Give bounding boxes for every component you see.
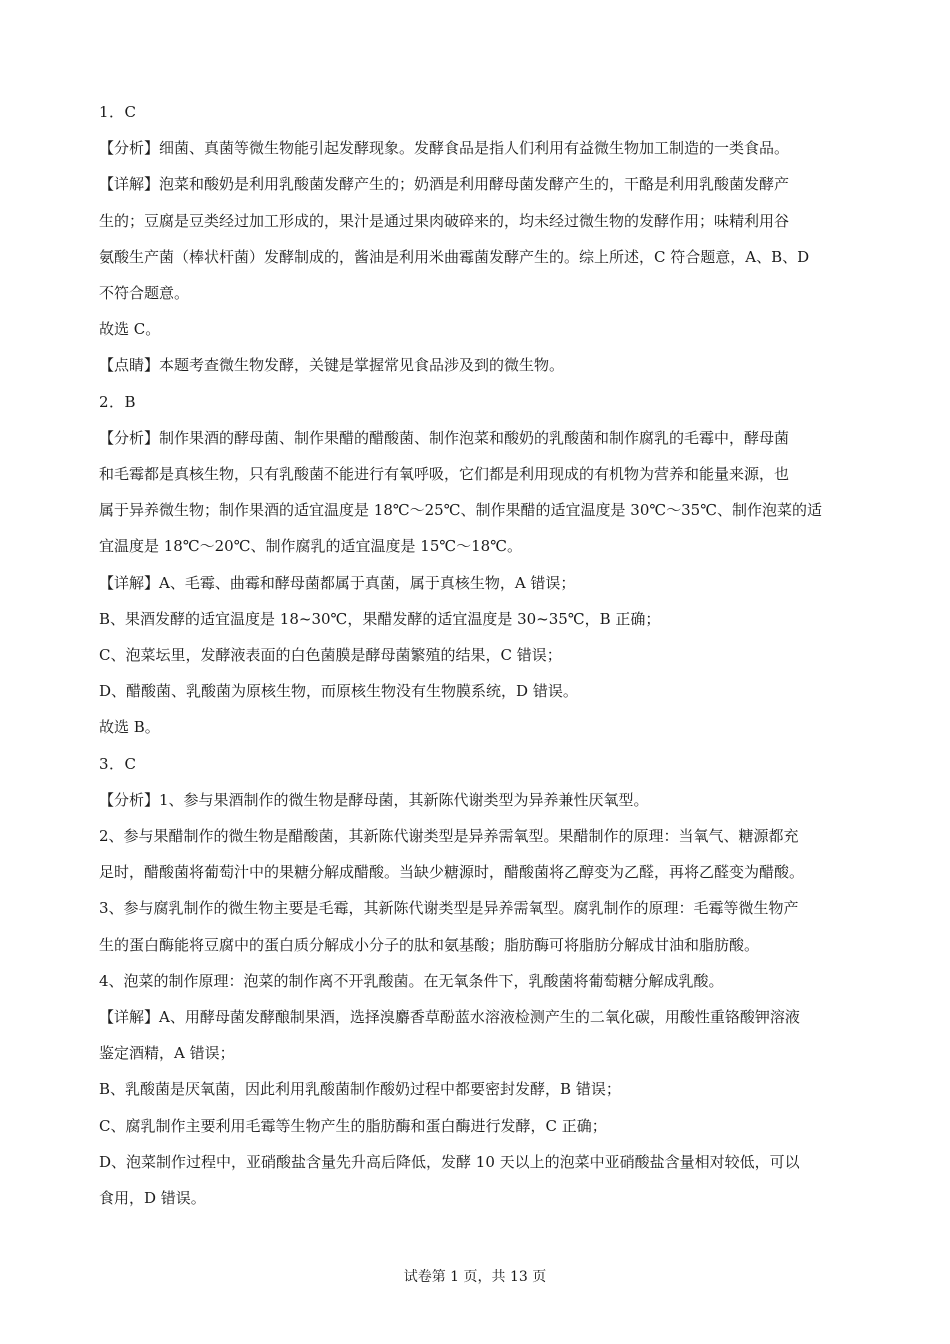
analysis-text: 生的蛋白酶能将豆腐中的蛋白质分解成小分子的肽和氨基酸；脂肪酶可将脂肪分解成甘油和脂肪酸。: [99, 935, 760, 954]
analysis-text: 【分析】1、参与果酒制作的微生物是酵母菌，其新陈代谢类型为异养兼性厌氧型。: [99, 790, 649, 809]
explanation-text: 【详解】A、毛霉、曲霉和酵母菌都属于真菌，属于真核生物，A 错误；: [99, 573, 576, 592]
analysis-text: 【分析】制作果酒的酵母菌、制作果醋的醋酸菌、制作泡菜和酸奶的乳酸菌和制作腐乳的毛霉中，酵母菌: [99, 428, 790, 447]
answer-3: 3．C: [99, 754, 137, 773]
choice-text: 故选 B。: [99, 718, 160, 737]
analysis-text: 和毛霉都是真核生物，只有乳酸菌不能进行有氧呼吸，它们都是利用现成的有机物为营养和能量来源，也: [99, 465, 790, 484]
explanation-text: C、泡菜坛里，发酵液表面的白色菌膜是酵母菌繁殖的结果，C 错误；: [99, 646, 562, 665]
explanation-text: C、腐乳制作主要利用毛霉等生物产生的脂肪酶和蛋白酶进行发酵，C 正确；: [99, 1116, 607, 1135]
analysis-text: 宜温度是 18℃～20℃、制作腐乳的适宜温度是 15℃～18℃。: [99, 537, 523, 556]
explanation-text: 不符合题意。: [99, 284, 190, 303]
question-1: [99, 94, 859, 384]
comment-text: 【点睛】本题考查微生物发酵，关键是掌握常见食品涉及到的微生物。: [99, 356, 565, 375]
analysis-text: 2、参与果醋制作的微生物是醋酸菌，其新陈代谢类型是异养需氧型。果醋制作的原理：当氧气、糖源都充: [99, 827, 799, 846]
explanation-text: 【详解】A、用酵母菌发酵酿制果酒，选择溴麝香草酚蓝水溶液检测产生的二氧化碳，用酸性重铬酸钾溶液: [99, 1008, 800, 1027]
question-3: [99, 746, 859, 1217]
explanation-text: B、果酒发酵的适宜温度是 18~30℃，果醋发酵的适宜温度是 30~35℃，B 正确；: [99, 609, 661, 628]
analysis-text: 【分析】细菌、真菌等微生物能引起发酵现象。发酵食品是指人们利用有益微生物加工制造的一类食品。: [99, 139, 790, 158]
explanation-text: D、醋酸菌、乳酸菌为原核生物，而原核生物没有生物膜系统，D 错误。: [99, 682, 578, 701]
explanation-text: B、乳酸菌是厌氧菌，因此利用乳酸菌制作酸奶过程中都要密封发酵，B 错误；: [99, 1080, 621, 1099]
page-footer: 试卷第 1 页，共 13 页: [403, 1269, 547, 1285]
analysis-text: 足时，醋酸菌将葡萄汁中的果糖分解成醋酸。当缺少糖源时，醋酸菌将乙醇变为乙醛，再将乙醛变为醋酸。: [99, 863, 805, 882]
answer-2: 2．B: [99, 392, 137, 411]
explanation-text: D、泡菜制作过程中，亚硝酸盐含量先升高后降低，发酵 10 天以上的泡菜中亚硝酸盐含量相对较低，可以: [99, 1152, 800, 1171]
analysis-text: 3、参与腐乳制作的微生物主要是毛霉，其新陈代谢类型是异养需氧型。腐乳制作的原理：毛霉等微生物产: [99, 899, 799, 918]
explanation-text: 【详解】泡菜和酸奶是利用乳酸菌发酵产生的；奶酒是利用酵母菌发酵产生的，干酪是利用乳酸菌发酵产: [99, 175, 790, 194]
choice-text: 故选 C。: [99, 320, 161, 339]
explanation-text: 鉴定酒精，A 错误；: [99, 1044, 235, 1063]
question-2: [99, 384, 859, 746]
analysis-text: 4、泡菜的制作原理：泡菜的制作离不开乳酸菌。在无氧条件下，乳酸菌将葡萄糖分解成乳酸。: [99, 971, 724, 990]
explanation-text: 氨酸生产菌（棒状杆菌）发酵制成的，酱油是利用米曲霉菌发酵产生的。综上所述，C 符合题意，A、B、D: [99, 247, 810, 266]
answer-1: 1．C: [99, 103, 137, 121]
analysis-text: 属于异养微生物；制作果酒的适宜温度是 18℃～25℃、制作果醋的适宜温度是 30℃～35℃、制作泡菜的适: [99, 501, 823, 520]
explanation-text: 生的；豆腐是豆类经过加工形成的，果汁是通过果肉破碎来的，均未经过微生物的发酵作用；味精利用谷: [99, 211, 790, 230]
document-body: [99, 94, 859, 1216]
explanation-text: 食用，D 错误。: [99, 1189, 206, 1208]
